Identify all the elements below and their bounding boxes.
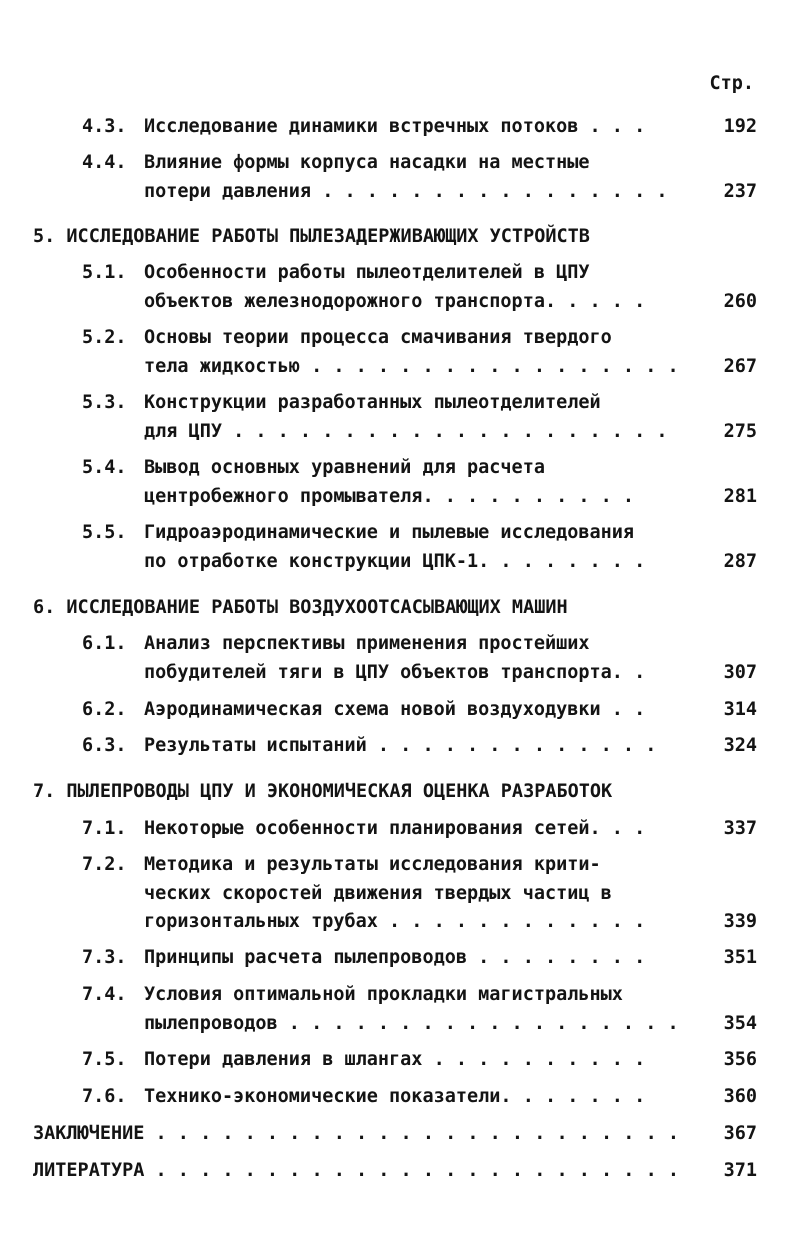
entry-number: 7.3. [82, 947, 127, 968]
bibliography-entry: ЛИТЕРАТУРА . . . . . . . . . . . . . . . . . . . . . . . . [33, 1160, 680, 1181]
entry-title: Конструкции разработанных пылеотделителей [144, 392, 601, 413]
entry-page: 281 [723, 486, 757, 507]
entry-title: для ЦПУ . . . . . . . . . . . . . . . . . . . . [144, 421, 668, 442]
entry-page: 275 [723, 421, 757, 442]
entry-page: 339 [723, 911, 757, 932]
entry-number: 5.2. [82, 327, 127, 348]
entry-number: 5.5. [82, 522, 127, 543]
entry-page: 354 [723, 1013, 757, 1034]
entry-title: потери давления . . . . . . . . . . . . . . . . [144, 181, 668, 202]
entry-title: объектов железнодорожного транспорта. . . . . [144, 291, 646, 312]
entry-title: Влияние формы корпуса насадки на местные [144, 152, 590, 173]
entry-title: пылепроводов . . . . . . . . . . . . . . . . . . [144, 1013, 679, 1034]
entry-title: Основы теории процесса смачивания твердого [144, 327, 612, 348]
entry-number: 7.4. [82, 984, 127, 1005]
entry-title: Некоторые особенности планирования сетей. . . [144, 818, 646, 839]
entry-title: по отработке конструкции ЦПК-1. . . . . . . . [144, 551, 646, 572]
entry-number: 5.3. [82, 392, 127, 413]
entry-title: Анализ перспективы применения простейших [144, 633, 590, 654]
entry-page: 314 [723, 699, 757, 720]
entry-title: Гидроаэродинамические и пылевые исследования [144, 522, 635, 543]
entry-title: Аэродинамическая схема новой воздуходувки . . [144, 699, 646, 720]
entry-page: 356 [723, 1049, 757, 1070]
entry-page: 324 [723, 735, 757, 756]
entry-title: Технико-экономические показатели. . . . . . . [144, 1086, 646, 1107]
entry-number: 4.3. [82, 116, 127, 137]
entry-page: 260 [723, 291, 757, 312]
entry-title: горизонтальных трубах . . . . . . . . . . . . [144, 911, 646, 932]
section-heading: 7. ПЫЛЕПРОВОДЫ ЦПУ И ЭКОНОМИЧЕСКАЯ ОЦЕНКА РАЗРАБОТОК [33, 781, 613, 802]
entry-number: 6.1. [82, 633, 127, 654]
entry-title: центробежного промывателя. . . . . . . . . . [144, 486, 635, 507]
entry-title: тела жидкостью . . . . . . . . . . . . . . . . . [144, 356, 679, 377]
entry-title: Вывод основных уравнений для расчета [144, 457, 545, 478]
entry-title: Потери давления в шлангах . . . . . . . . . . [144, 1049, 646, 1070]
entry-title: Принципы расчета пылепроводов . . . . . . . . [144, 947, 646, 968]
section-heading: 6. ИССЛЕДОВАНИЕ РАБОТЫ ВОЗДУХООТСАСЫВАЮЩИХ МАШИН [33, 597, 568, 618]
entry-number: 7.2. [82, 854, 127, 875]
entry-page: 237 [723, 181, 757, 202]
entry-number: 5.1. [82, 262, 127, 283]
entry-number: 4.4. [82, 152, 127, 173]
entry-page: 307 [723, 662, 757, 683]
entry-title: Методика и результаты исследования крити- [144, 854, 601, 875]
entry-page: 360 [723, 1086, 757, 1107]
section-heading: 5. ИССЛЕДОВАНИЕ РАБОТЫ ПЫЛЕЗАДЕРЖИВАЮЩИХ УСТРОЙСТВ [33, 226, 590, 247]
conclusion-entry: ЗАКЛЮЧЕНИЕ . . . . . . . . . . . . . . . . . . . . . . . . [33, 1123, 680, 1144]
entry-page: 267 [723, 356, 757, 377]
entry-page: 367 [723, 1123, 757, 1144]
entry-title: ческих скоростей движения твердых частиц в [144, 883, 612, 904]
entry-number: 7.1. [82, 818, 127, 839]
entry-title: Результаты испытаний . . . . . . . . . . . . . [144, 735, 657, 756]
entry-number: 5.4. [82, 457, 127, 478]
entry-page: 192 [723, 116, 757, 137]
entry-number: 6.2. [82, 699, 127, 720]
entry-title: побудителей тяги в ЦПУ объектов транспорта. . [144, 662, 646, 683]
entry-page: 351 [723, 947, 757, 968]
entry-page: 287 [723, 551, 757, 572]
entry-page: 371 [723, 1160, 757, 1181]
entry-page: 337 [723, 818, 757, 839]
entry-title: Особенности работы пылеотделителей в ЦПУ [144, 262, 590, 283]
entry-number: 7.6. [82, 1086, 127, 1107]
entry-number: 7.5. [82, 1049, 127, 1070]
entry-number: 6.3. [82, 735, 127, 756]
page-column-header: Стр. [709, 73, 754, 94]
entry-title: Условия оптимальной прокладки магистральных [144, 984, 623, 1005]
entry-title: Исследование динамики встречных потоков . . . [144, 116, 646, 137]
